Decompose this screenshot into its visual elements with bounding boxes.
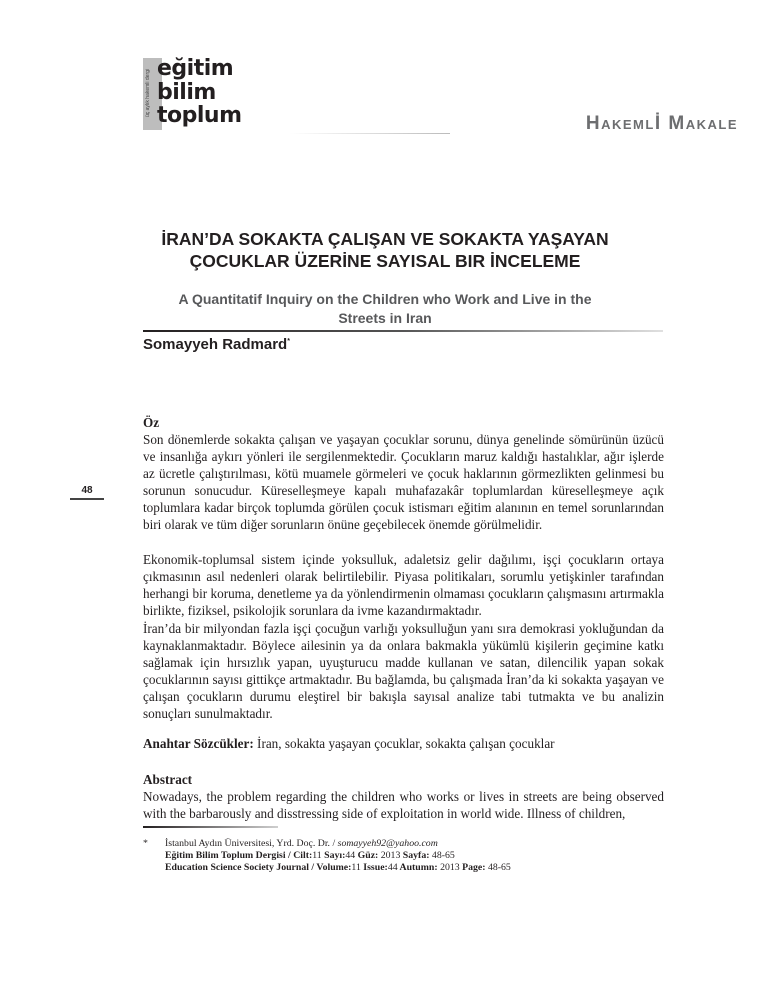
keywords-label: Anahtar Sözcükler: — [143, 736, 254, 751]
article-subtitle — [140, 290, 630, 328]
title-line-2: ÇOCUKLAR ÜZERİNE SAYISAL BIR İNCELEME — [189, 251, 581, 271]
footnote-rule — [143, 826, 278, 828]
author-name: Somayyeh Radmard — [143, 336, 288, 353]
keywords-text: İran, sokakta yaşayan çocuklar, sokakta çalışan çocuklar — [257, 736, 555, 751]
citation-value: 2013 — [378, 850, 401, 861]
abstract-tr-paragraph — [143, 551, 664, 619]
citation-value: 48-65 — [429, 850, 455, 861]
logo-word-toplum: toplum — [157, 103, 242, 128]
author-rule — [143, 330, 663, 332]
citation-label: Autumn: — [397, 862, 438, 873]
page-number-rule — [70, 498, 104, 500]
paragraph-text: Nowadays, the problem regarding the children who works or lives in streets are being observed with the barbarously and disstressing side of exploitation in world wide. Illness of children, — [143, 789, 664, 821]
citation-tr — [165, 850, 511, 862]
citation-label: Sayı: — [321, 850, 346, 861]
author-footnote-marker[interactable]: * — [287, 338, 290, 345]
citation-label: Page: — [459, 862, 486, 873]
logo-word-egitim: eğitim — [157, 56, 234, 81]
abstract-en-heading: Abstract — [143, 772, 193, 787]
abstract-tr-paragraph — [143, 620, 664, 722]
subtitle-line-1: A Quantitatif Inquiry on the Children who Work and Live in the — [178, 291, 592, 307]
footnote-affiliation — [165, 838, 511, 850]
citation-label: Eğitim Bilim Toplum Dergisi / Cilt: — [165, 850, 313, 861]
citation-label: Issue: — [360, 862, 388, 873]
paragraph-text: Son dönemlerde sokakta çalışan ve yaşayan çocuklar sorunu, dünya genelinde sömürünün üzücü ve insanlığa aykırı yönleri ile sergilenmektedir. Çocukların maruz kaldığı hastalıklar, ağır işlerde az ücretle çalıştırılması, kötü muamele görmeleri ve çocuk haklarının görmezlikten gelinmesi bu sorunun sonucudur. Küreselleşmeye kapalı muhafazakâr toplumlardan küreselleşmeye açık toplumlara kadar birçok toplumda görülen çocuk istismarı eğitim alanının en temel sorunlarından biri olarak ve tüm diğer sorunların önüne geçebilecek önemde görülmelidir. — [143, 432, 664, 532]
article-title — [120, 228, 650, 272]
affiliation-text: İstanbul Aydın Üniversitesi, Yrd. Doç. Dr. / — [165, 838, 338, 849]
abstract-tr-paragraph — [143, 431, 664, 533]
citation-label: Education Science Society Journal / Volume: — [165, 862, 352, 873]
abstract-tr-heading: Öz — [143, 415, 160, 430]
header-rule — [290, 133, 450, 134]
citation-en — [165, 862, 511, 874]
journal-logo — [143, 58, 283, 130]
citation-value: 44 — [345, 850, 356, 861]
subtitle-line-2: Streets in Iran — [338, 310, 432, 326]
author — [143, 336, 290, 353]
section-label: Hakemlİ Makale — [585, 113, 738, 134]
citation-value: 11 — [351, 862, 361, 873]
citation-value: 48-65 — [485, 862, 511, 873]
title-line-1: İRAN’DA SOKAKTA ÇALIŞAN VE SOKAKTA YAŞAYAN — [161, 229, 609, 249]
paragraph-text: Ekonomik-toplumsal sistem içinde yoksulluk, adaletsiz gelir dağılımı, işçi çocukların ortaya çıkmasının asıl nedenleri olarak belirtilebilir. Piyasa politikaları, sorumlu yetişkinler tarafından herhangi bir koruma, denetleme ya da yönlendirmenin olmaması çocukların çalışmasını artırmakla birlikte, fiziksel, psikolojik sorunlara da ivme kazandırmaktadır. — [143, 552, 664, 618]
citation-value: 44 — [387, 862, 398, 873]
paragraph-text: İran’da bir milyondan fazla işçi çocuğun varlığı yoksulluğun yanı sıra demokrasi yokluğundan da kaynaklanmaktadır. Böylece ailesinin ya da onlara bakmakla yükümlü kişilerin geçimine katkı sağlamak için hırsızlık yapan, uyuşturucu madde kullanan ve satan, dilencilik yapan sokak çocuklarının sayısı gittikçe artmaktadır. Bu bağlamda, bu çalışmada İran’da ki sokakta yaşayan ve çalışan çocukların durumu eleştirel bir bakışla sayısal analize tabi tutmakta ve bu analizin sonuçları sunulmaktadır. — [143, 621, 664, 721]
page-number: 48 — [81, 485, 93, 496]
citation-value: 11 — [312, 850, 322, 861]
logo-word-bilim: bilim — [157, 80, 216, 105]
footnote-marker: * — [143, 838, 148, 849]
citation-value: 2013 — [437, 862, 460, 873]
keywords — [143, 735, 664, 752]
citation-label: Sayfa: — [400, 850, 430, 861]
logo-side-text: üç aylık hakemli dergi — [145, 68, 151, 118]
abstract-en-paragraph — [143, 788, 664, 822]
citation-label: Güz: — [355, 850, 379, 861]
author-email-link[interactable]: somayyeh92@yahoo.com — [337, 838, 438, 849]
